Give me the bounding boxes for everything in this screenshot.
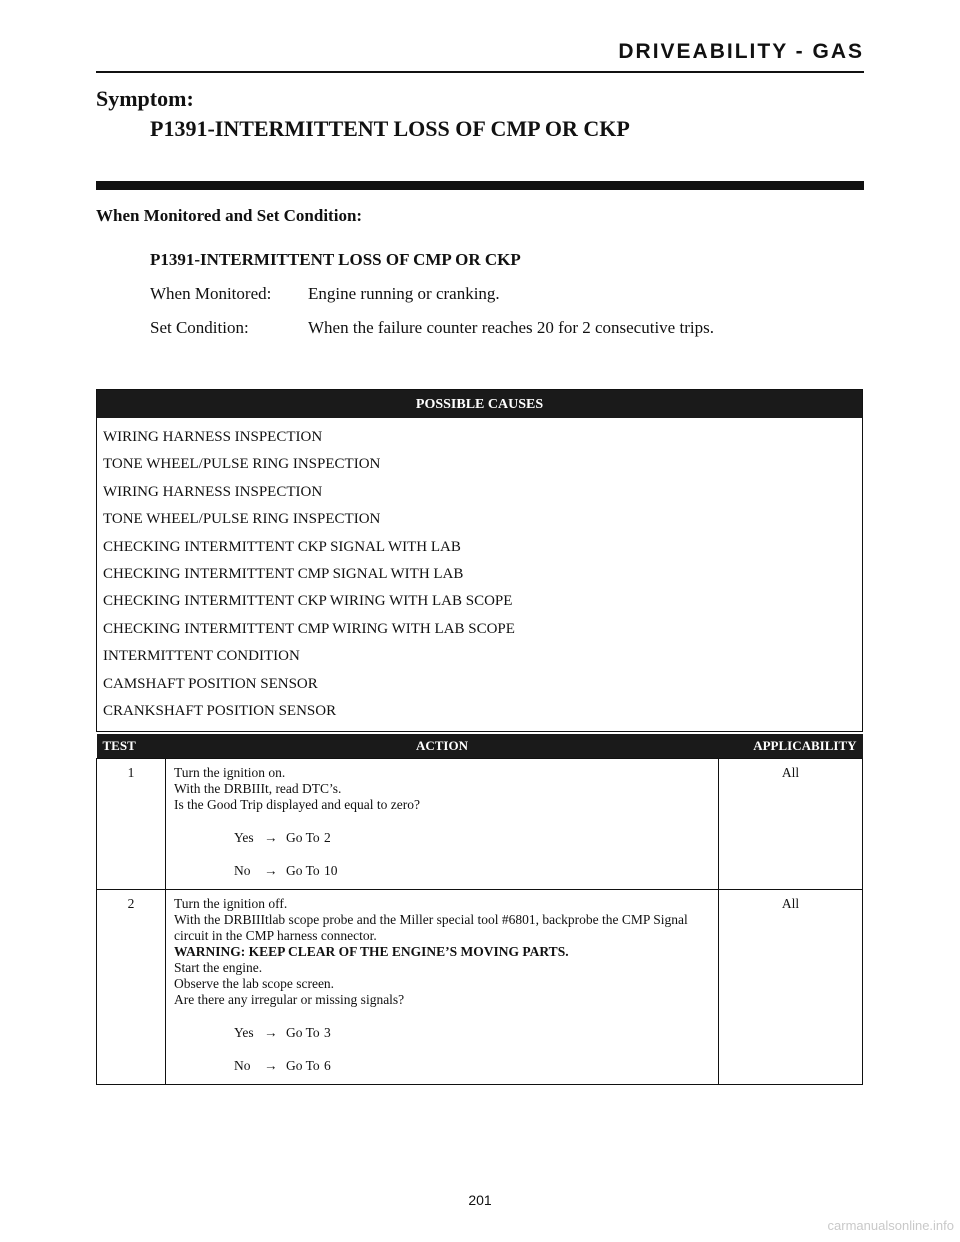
set-condition-value: When the failure counter reaches 20 for 2 consecutive trips. bbox=[308, 318, 714, 337]
symptom-code: P1391-INTERMITTENT LOSS OF CMP OR CKP bbox=[150, 116, 630, 141]
set-condition-block bbox=[150, 250, 714, 352]
action-step: With the DRBIIItlab scope probe and the Miller special tool #6801, backprobe the CMP Signal circuit in the CMP harness connector. bbox=[174, 912, 688, 943]
action-step: Is the Good Trip displayed and equal to zero? bbox=[174, 797, 420, 812]
possible-causes-table bbox=[96, 389, 863, 732]
header-applicability: APPLICABILITY bbox=[719, 734, 863, 759]
page-number: 201 bbox=[468, 1192, 492, 1208]
goto-label: Go To bbox=[286, 830, 320, 845]
test-applicability: All bbox=[719, 890, 863, 1085]
arrow-icon: → bbox=[264, 830, 278, 845]
test-action bbox=[166, 759, 719, 890]
heavy-divider bbox=[96, 181, 864, 190]
when-monitored-line bbox=[150, 284, 714, 318]
header-rule bbox=[96, 71, 864, 73]
symptom-label: Symptom: bbox=[96, 86, 194, 111]
goto-label: Go To bbox=[286, 1058, 320, 1073]
table-row bbox=[97, 759, 863, 890]
set-condition-code: P1391-INTERMITTENT LOSS OF CMP OR CKP bbox=[150, 250, 521, 269]
header-action: ACTION bbox=[166, 734, 719, 759]
action-step: Are there any irregular or missing signals? bbox=[174, 992, 405, 1007]
test-number: 2 bbox=[97, 890, 166, 1085]
cause-item: CHECKING INTERMITTENT CMP SIGNAL WITH LAB bbox=[103, 565, 464, 582]
test-number: 1 bbox=[97, 759, 166, 890]
goto-target: 6 bbox=[324, 1058, 331, 1073]
watermark: carmanualsonline.info bbox=[827, 1218, 954, 1233]
possible-causes-list bbox=[97, 418, 862, 731]
no-branch bbox=[174, 846, 712, 879]
cause-item: CAMSHAFT POSITION SENSOR bbox=[103, 675, 318, 692]
goto-label: Go To bbox=[286, 1025, 320, 1040]
arrow-icon: → bbox=[264, 1058, 278, 1073]
table-row bbox=[97, 890, 863, 1085]
goto-target: 10 bbox=[324, 863, 338, 878]
no-label: No bbox=[234, 1058, 251, 1073]
yes-label: Yes bbox=[234, 1025, 254, 1040]
section-title: DRIVEABILITY - GAS bbox=[618, 40, 864, 63]
test-action-table bbox=[96, 734, 863, 1085]
no-branch bbox=[174, 1041, 712, 1074]
cause-item: CHECKING INTERMITTENT CKP WIRING WITH LAB SCOPE bbox=[103, 593, 513, 610]
cause-item: TONE WHEEL/PULSE RING INSPECTION bbox=[103, 456, 381, 473]
when-monitored-value: Engine running or cranking. bbox=[308, 284, 500, 303]
action-step: With the DRBIIIt, read DTC’s. bbox=[174, 781, 342, 796]
action-step: Observe the lab scope screen. bbox=[174, 976, 335, 991]
set-condition-label: Set Condition: bbox=[150, 318, 249, 337]
when-monitored-label: When Monitored: bbox=[150, 284, 272, 303]
cause-item: WIRING HARNESS INSPECTION bbox=[103, 429, 323, 445]
cause-item: INTERMITTENT CONDITION bbox=[103, 648, 300, 665]
goto-label: Go To bbox=[286, 863, 320, 878]
set-condition-line bbox=[150, 318, 714, 352]
arrow-icon: → bbox=[264, 1025, 278, 1040]
set-condition-heading: When Monitored and Set Condition: bbox=[96, 206, 363, 225]
arrow-icon: → bbox=[264, 863, 278, 878]
action-step: Turn the ignition off. bbox=[174, 896, 288, 911]
cause-item: CHECKING INTERMITTENT CMP WIRING WITH LAB SCOPE bbox=[103, 620, 515, 637]
action-step: Turn the ignition on. bbox=[174, 765, 286, 780]
cause-item: CHECKING INTERMITTENT CKP SIGNAL WITH LAB bbox=[103, 538, 461, 555]
no-label: No bbox=[234, 863, 251, 878]
warning-text: WARNING: KEEP CLEAR OF THE ENGINE’S MOVING PARTS. bbox=[174, 944, 569, 959]
test-table-header bbox=[97, 734, 863, 759]
test-applicability: All bbox=[719, 759, 863, 890]
test-action bbox=[166, 890, 719, 1085]
header-test: TEST bbox=[97, 734, 166, 759]
cause-item: CRANKSHAFT POSITION SENSOR bbox=[103, 702, 337, 719]
action-step: Start the engine. bbox=[174, 960, 263, 975]
yes-branch bbox=[174, 1008, 712, 1041]
possible-causes-heading: POSSIBLE CAUSES bbox=[97, 390, 862, 418]
cause-item: TONE WHEEL/PULSE RING INSPECTION bbox=[103, 511, 381, 528]
goto-target: 3 bbox=[324, 1025, 331, 1040]
yes-branch bbox=[174, 813, 712, 846]
goto-target: 2 bbox=[324, 830, 331, 845]
yes-label: Yes bbox=[234, 830, 254, 845]
cause-item: WIRING HARNESS INSPECTION bbox=[103, 483, 323, 500]
